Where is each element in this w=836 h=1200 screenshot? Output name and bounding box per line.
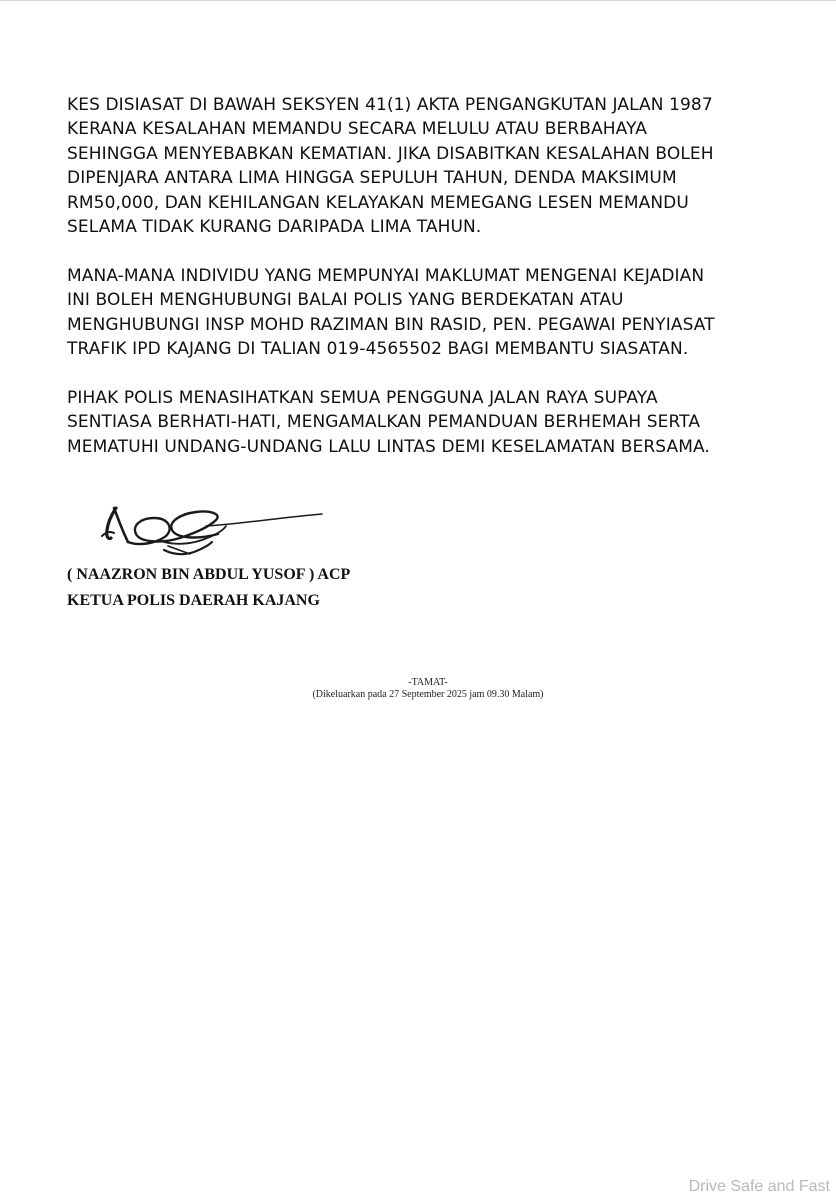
- paragraph-advice: PIHAK POLIS MENASIHATKAN SEMUA PENGGUNA JALAN RAYA SUPAYA SENTIASA BERHATI-HATI, MENGAMALKAN PEMANDUAN BERHEMAH SERTA MEMATUHI UNDANG-UNDANG LALU LINTAS DEMI KESELAMATAN BERSAMA.: [67, 387, 710, 457]
- statement-body: [67, 93, 807, 483]
- paragraph-investigation: KES DISIASAT DI BAWAH SEKSYEN 41(1) AKTA PENGANGKUTAN JALAN 1987 KERANA KESALAHAN MEMANDU SECARA MELULU ATAU BERBAHAYA SEHINGGA MENYEBABKAN KEMATIAN. JIKA DISABITKAN KESALAHAN BOLEH DIPENJARA ANTARA LIMA HINGGA SEPULUH TAHUN, DENDA MAKSIMUM RM50,000, DAN KEHILANGAN KELAYAKAN MEMEGANG LESEN MEMANDU SELAMA TIDAK KURANG DARIPADA LIMA TAHUN.: [67, 95, 714, 238]
- signatory-name: ( NAAZRON BIN ABDUL YUSOF ) ACP: [67, 566, 351, 583]
- watermark-text: Drive Safe and Fast: [688, 1178, 830, 1195]
- issued-note: (Dikeluarkan pada 27 September 2025 jam 09.30 Malam): [312, 689, 544, 700]
- paragraph-contact: MANA-MANA INDIVIDU YANG MEMPUNYAI MAKLUMAT MENGENAI KEJADIAN INI BOLEH MENGHUBUNGI BALAI POLIS YANG BERDEKATAN ATAU MENGHUBUNGI INSP MOHD RAZIMAN BIN RASID, PEN. PEGAWAI PENYIASAT TRAFIK IPD KAJANG DI TALIAN 019-4565502 BAGI MEMBANTU SIASATAN.: [67, 265, 715, 360]
- signatory-block: [67, 562, 350, 614]
- end-marker: -TAMAT-: [408, 677, 448, 688]
- signature-image: [98, 500, 328, 562]
- signatory-title: KETUA POLIS DAERAH KAJANG: [67, 592, 320, 609]
- page-top-border: [0, 0, 836, 1]
- end-section: [0, 677, 836, 701]
